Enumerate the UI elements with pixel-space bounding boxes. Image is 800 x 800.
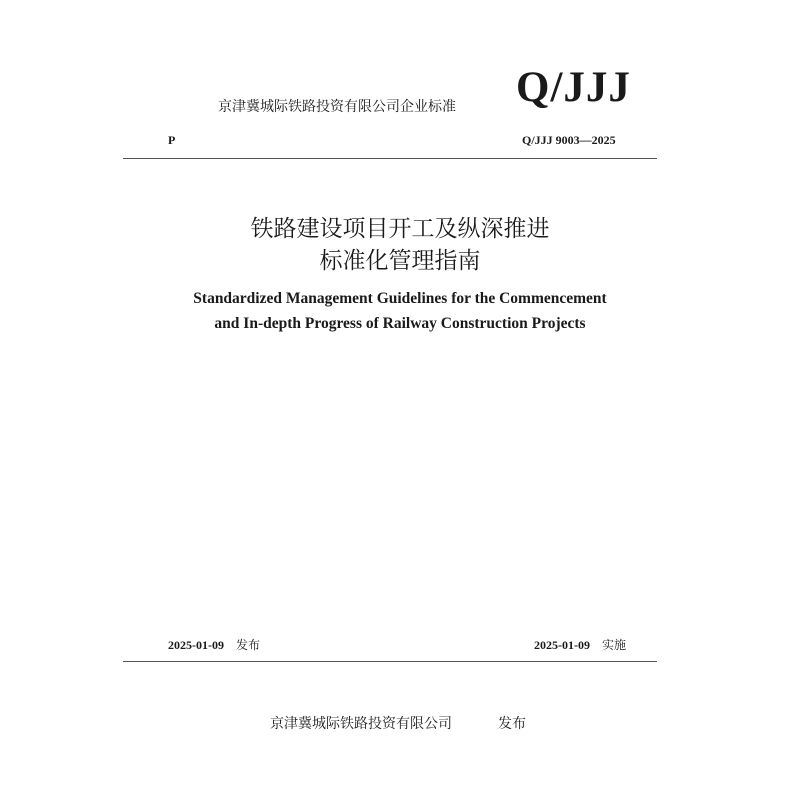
top-divider (123, 158, 657, 159)
issue-date-row (168, 636, 260, 653)
title-zh-line2: 标准化管理指南 (319, 248, 481, 274)
standard-logo: Q/JJJ (516, 64, 631, 111)
title-zh-line1: 铁路建设项目开工及纵深推进 (250, 216, 550, 242)
issue-label: 发布 (236, 638, 261, 652)
implement-date-row (534, 636, 626, 653)
publisher-line (270, 713, 526, 733)
bottom-divider (123, 661, 657, 662)
implement-label: 实施 (602, 638, 627, 652)
publish-label: 发布 (498, 716, 526, 732)
classification-code: P (168, 133, 176, 147)
standard-category: 京津冀城际铁路投资有限公司企业标准 (218, 99, 456, 115)
implement-date: 2025-01-09 (534, 638, 590, 652)
title-en-line1: Standardized Management Guidelines for the Commencement (193, 290, 607, 307)
publisher-name: 京津冀城际铁路投资有限公司 (270, 716, 452, 732)
issue-date: 2025-01-09 (168, 638, 224, 652)
standard-number: Q/JJJ 9003—2025 (522, 133, 616, 147)
title-en-line2: and In-depth Progress of Railway Construction Projects (214, 315, 586, 332)
